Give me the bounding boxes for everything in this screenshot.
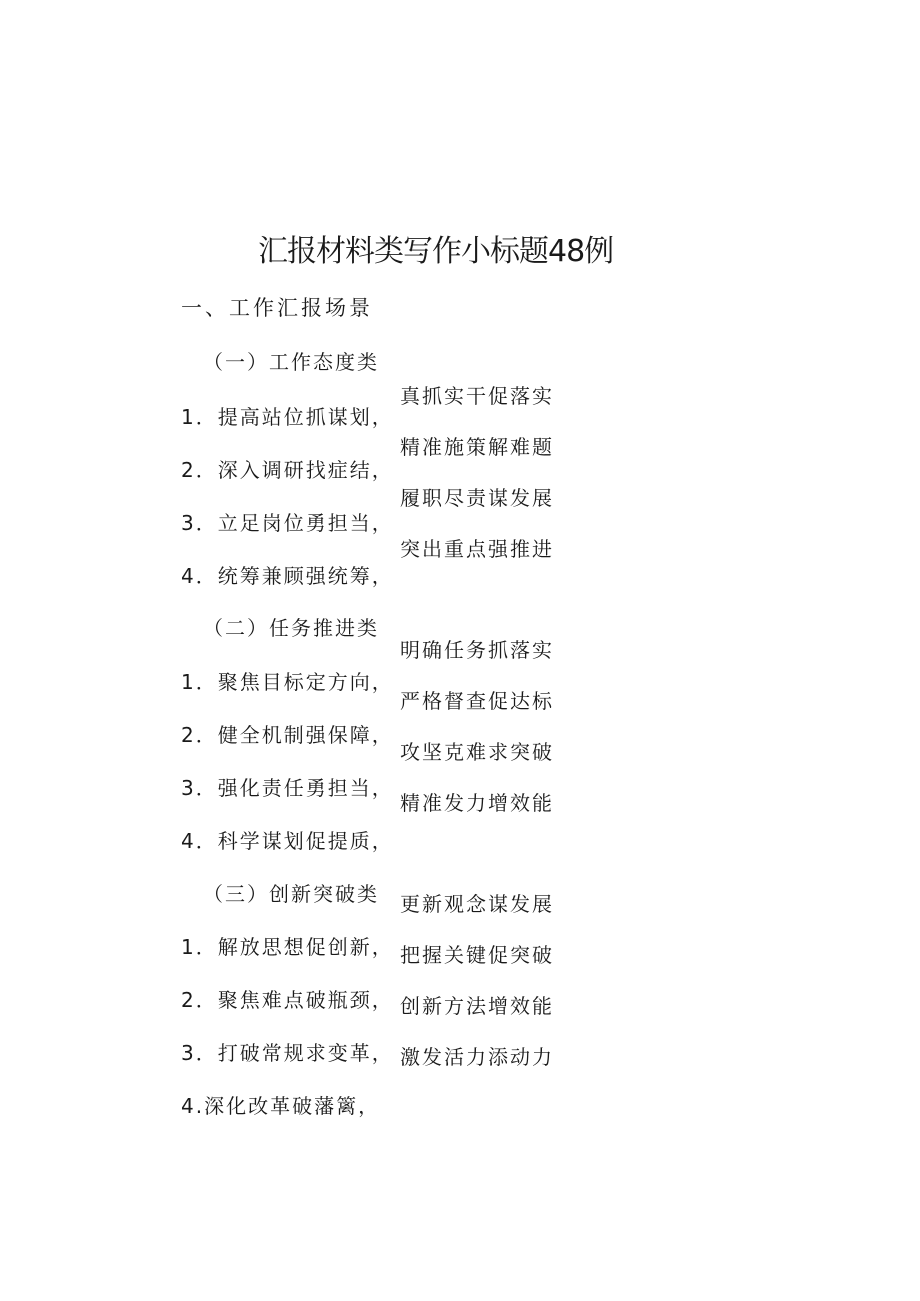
group-heading-attitude: （一）工作态度类: [203, 350, 379, 374]
list-item-left: 1．提高站位抓谋划，: [181, 405, 394, 429]
list-item-left: 4.深化改革破藩篱，: [181, 1094, 381, 1118]
list-item-left: 2．聚焦难点破瓶颈，: [181, 988, 394, 1012]
list-item-right: 真抓实干促落实: [400, 384, 554, 408]
list-item-right: 攻坚克难求突破: [400, 740, 554, 764]
section-heading: 一、工作汇报场景: [181, 296, 373, 320]
list-item-left: 2．健全机制强保障，: [181, 723, 394, 747]
list-item-left: 1．聚焦目标定方向，: [181, 670, 394, 694]
list-item-right: 突出重点强推进: [400, 537, 554, 561]
list-item-left: 4．科学谋划促提质，: [181, 829, 394, 853]
list-item-right: 严格督查促达标: [400, 689, 554, 713]
list-item-right: 更新观念谋发展: [400, 892, 554, 916]
list-item-right: 激发活力添动力: [400, 1045, 554, 1069]
list-item-right: 把握关键促突破: [400, 943, 554, 967]
document-title: 汇报材料类写作小标题48例: [258, 234, 614, 269]
list-item-right: 创新方法增效能: [400, 994, 554, 1018]
list-item-left: 3．打破常规求变革，: [181, 1041, 394, 1065]
list-item-left: 4．统筹兼顾强统筹，: [181, 564, 394, 588]
list-item-right: 明确任务抓落实: [400, 638, 554, 662]
group-heading-task: （二）任务推进类: [203, 616, 379, 640]
list-item-right: 履职尽责谋发展: [400, 486, 554, 510]
list-item-left: 1．解放思想促创新，: [181, 935, 394, 959]
group-heading-innovation: （三）创新突破类: [203, 882, 379, 906]
list-item-left: 3．立足岗位勇担当，: [181, 511, 394, 535]
list-item-left: 2．深入调研找症结，: [181, 458, 394, 482]
list-item-right: 精准发力增效能: [400, 791, 554, 815]
list-item-left: 3．强化责任勇担当，: [181, 776, 394, 800]
list-item-right: 精准施策解难题: [400, 435, 554, 459]
